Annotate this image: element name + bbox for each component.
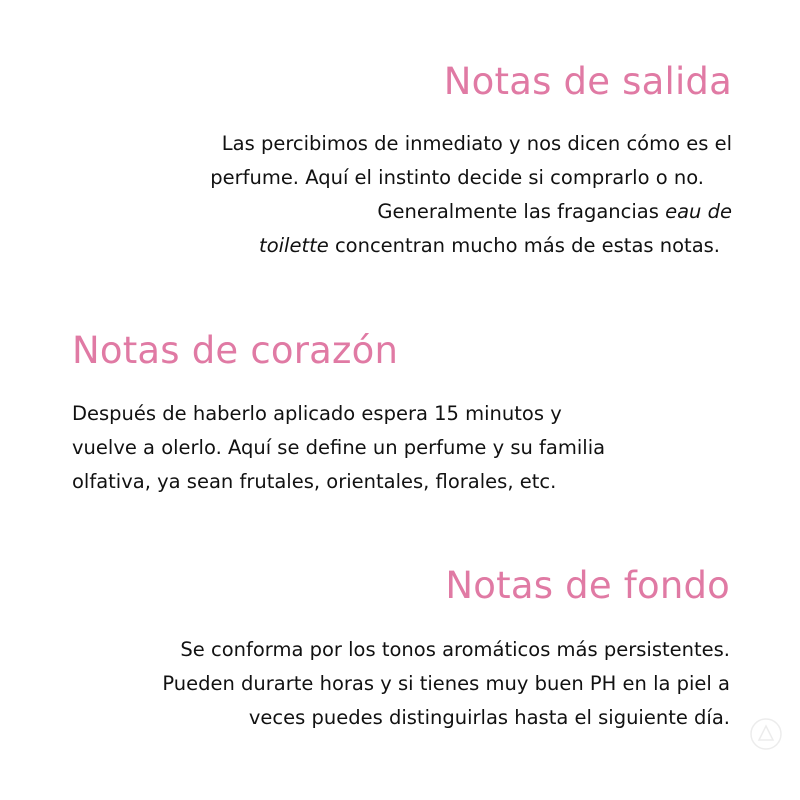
body-line: olfativa, ya sean frutales, orientales, florales, etc.	[72, 470, 557, 493]
body-line: perfume. Aquí el instinto decide si comprarlo o no.	[210, 166, 704, 189]
body-line: Las percibimos de inmediato y nos dicen cómo es el	[221, 132, 732, 155]
section-notas-de-corazon	[72, 329, 712, 499]
body-text-segment: concentran mucho más de estas notas.	[328, 234, 720, 257]
body-line: Pueden durarte horas y si tienes muy buen PH en la piel a	[162, 672, 730, 695]
section-body-salida	[112, 127, 732, 263]
section-notas-de-fondo	[50, 564, 730, 735]
section-body-corazon	[72, 397, 712, 499]
body-line: Después de haberlo aplicado espera 15 minutos y	[72, 402, 562, 425]
section-notas-de-salida	[112, 60, 732, 263]
emphasis-text: eau de	[665, 200, 732, 223]
emphasis-text: toilette	[259, 234, 329, 257]
body-line: vuelve a olerlo. Aquí se define un perfume y su familia	[72, 436, 606, 459]
body-line: Se conforma por los tonos aromáticos más persistentes.	[180, 638, 730, 661]
body-line: veces puedes distinguirlas hasta el siguiente día.	[248, 706, 730, 729]
body-text-segment: Generalmente las fragancias	[377, 200, 666, 223]
body-line	[112, 229, 732, 263]
section-title-corazon: Notas de corazón	[72, 329, 399, 372]
section-body-fondo	[50, 633, 730, 735]
section-title-fondo: Notas de fondo	[445, 564, 730, 607]
section-title-salida: Notas de salida	[443, 60, 732, 103]
brand-logo-watermark-icon	[748, 716, 784, 752]
body-line	[112, 195, 732, 229]
